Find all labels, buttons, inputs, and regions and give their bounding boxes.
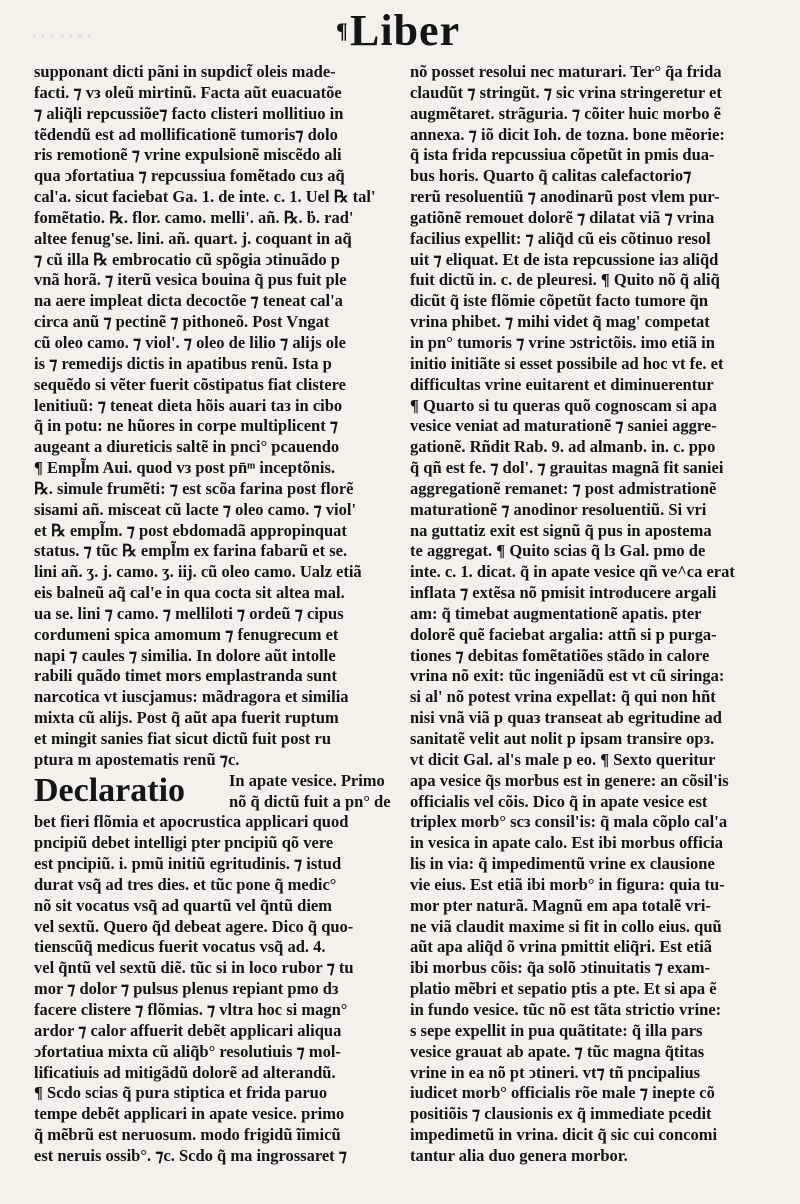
text-line: na guttatiz exit est signũ q̃ pus in apostema [410, 520, 712, 540]
text-line: na aere impleat dicta decoctõe ⁊ teneat cal'a [34, 291, 343, 311]
text-line: ↄfortatiua mixta cũ aliq̃b° resolutiuis ⁊ mol- [34, 1041, 341, 1061]
text-line: ¶ Empl̃m Aui. quod vз post pn̄ᵐ inceptõnis. [34, 458, 336, 478]
page-header [0, 0, 800, 60]
text-line: inte. c. 1. dicat. q̃ in apate vesice qñ ve^ca erat [410, 562, 735, 582]
text-line: annexa. ⁊ iõ dicit Ioh. de tozna. bone mẽorie: [410, 124, 725, 144]
text-line: mixta cũ alijs. Post q̃ aũt apa fuerit ruptum [34, 708, 339, 728]
text-line: s sepe expellit in pua quãtitate: q̃ illa pars [410, 1020, 703, 1040]
text-line: aggregationẽ remanet: ⁊ post admistrationẽ [410, 478, 717, 498]
text-line: vt dicit Gal. al's male p eo. ¶ Sexto queritur [410, 749, 716, 769]
text-line: augmẽtaret. strãguria. ⁊ cõiter huic morbo ẽ [410, 103, 721, 123]
text-line: vie eius. Est etiã ibi morb° in figura: quia tu- [410, 874, 725, 894]
running-head-title: Liber [350, 6, 461, 55]
text-line: vrine in ea nõ pt ↄtineri. vt⁊ tñ pncipalius [410, 1062, 701, 1082]
text-line: cal'a. sicut faciebat Ga. 1. de inte. c. 1. Uel ℞ tal' [34, 187, 376, 207]
text-line: est neruis ossib°. ⁊c. Scdo q̃ ma ingrossaret ⁊ [34, 1145, 347, 1165]
text-line: vrina phibet. ⁊ mihi videt q̃ mag' competat [410, 312, 710, 332]
text-line: is ⁊ remedijs dictis in apatibus renũ. Ista p [34, 353, 332, 373]
text-line: ua se. lini ⁊ camo. ⁊ melliloti ⁊ ordeũ ⁊ cipus [34, 603, 344, 623]
text-line: eis balneũ aq̃ cal'e in qua cocta sit altea mal. [34, 583, 345, 603]
faded-bleed-text: ……. [30, 14, 95, 43]
text-line: dolorẽ quẽ faciebat argalia: attñ si p purga- [410, 624, 717, 644]
declaratio-side-line: nõ q̃ dictũ fuit a pn° de [229, 791, 391, 811]
text-line: vrina nõ exit: tũc ingeniãdũ est vt cũ siringa: [410, 666, 725, 686]
right-text-column [410, 62, 785, 1167]
text-line: vel sextũ. Quero q̃d debeat agere. Dico q̃ quo- [34, 916, 354, 936]
text-line: dicũt q̃ iste flõmie cõpetũt facto tumore q̃n [410, 291, 709, 311]
text-line: inflata ⁊ extẽsa nõ pmisit introducere argali [410, 583, 717, 603]
text-line: triplex morb° scз consil'is: q̃ mala cõplo cal'a [410, 812, 728, 832]
text-line: in pn° tumoris ⁊ vrine ↄstrictõis. imo etiã in [410, 332, 715, 352]
text-line: gatiõnẽ remouet dolorẽ ⁊ dilatat viã ⁊ vrina [410, 207, 715, 227]
text-line: tienscũq̃ medicus fuerit vocatus vsq̃ ad. 4. [34, 937, 326, 957]
text-line: apa vesice q̃s morbus est in genere: an cõsil'is [410, 770, 729, 790]
text-line: pncipiũ debet intelligi pter pncipiũ qõ vere [34, 833, 334, 853]
text-line: vesice grauat ab apate. ⁊ tũc magna q̃titas [410, 1041, 705, 1061]
text-line: narcotica vt iuscjamus: mãdragora et similia [34, 687, 349, 707]
text-line: maturationẽ ⁊ anodinor resoluentiũ. Si vri [410, 499, 707, 519]
text-line: sequẽdo si vẽter fuerit cõstipatus fiat clistere [34, 374, 346, 394]
text-line: ibi morbus cõis: q̃a solõ ↄtinuitatis ⁊ exam- [410, 958, 711, 978]
text-line: ⁊ cũ illa ℞ embrocatio cũ spõgia ↄtinuãdo p [34, 249, 340, 269]
text-line: vel q̃ntũ vel sextũ diẽ. tũc si in loco rubor ⁊ tu [34, 958, 354, 978]
text-line: nõ posset resolui nec maturari. Ter° q̃a frida [410, 62, 722, 81]
text-line: lificatiuis ad mitigãdũ dolorẽ ad alterandũ. [34, 1062, 336, 1082]
text-line: facilius expellit: ⁊ aliq̃d cũ eis cõtinuo resol [410, 228, 711, 248]
text-line: ptura m apostematis renũ ⁊c. [34, 749, 240, 769]
text-line: altee fenug'se. lini. añ. quart. j. coquant in aq̃ [34, 228, 352, 248]
text-line: qua ↄfortatiua ⁊ repcussiua fomẽtado cuз aq̃ [34, 166, 345, 186]
text-line: vnã horã. ⁊ iterũ vesica bouina q̃ pus fuit ple [34, 270, 347, 290]
text-line: te aggregat. ¶ Quito scias q̃ lз Gal. pmo de [410, 541, 706, 561]
text-line: in vesica in apate calo. Est ibi morbus officia [410, 833, 724, 853]
text-line: supponant dicti pãni in supdict̃ oleis made- [34, 62, 336, 81]
text-line: sanitatẽ velit aut nolit p ipsam transire opз. [410, 729, 715, 748]
text-line: ris remotionẽ ⁊ vrine expulsionẽ miscẽdo ali [34, 145, 342, 165]
declaratio-side-line: In apate vesice. Primo [229, 770, 385, 790]
text-line: rabili quãdo timet mors emplastranda sunt [34, 666, 337, 686]
text-line: impedimetũ in vrina. dicit q̃ sic cui concomi [410, 1125, 718, 1145]
declaratio-heading-block [34, 771, 409, 813]
text-line: q̃ in potu: ne hũores in corpe multiplicent ⁊ [34, 416, 339, 436]
text-line: platio mẽbri et sepatio ptis a pte. Et si apa ẽ [410, 979, 717, 999]
text-line: bet fieri flõmia et apocrustica applicari quod [34, 812, 349, 832]
text-line: mor pter naturã. Magnũ em apa totalẽ vri- [410, 895, 711, 915]
declaratio-initial-heading: Declaratio [34, 771, 186, 809]
text-line: nisi vnã viã p quaз transeat ab egritudine ad [410, 708, 722, 728]
running-head-mark: ¶ [336, 18, 348, 43]
text-line: lini añ. ʒ. j. camo. ʒ. iij. cũ oleo camo. Ualz etiã [34, 562, 362, 582]
text-line: durat vsq̃ ad tres dies. et tũc pone q̃ medic° [34, 874, 337, 894]
text-line: ⁊ aliq̃li repcussiõe⁊ facto clisteri mollitiuo in [34, 103, 344, 123]
text-line: uit ⁊ eliquat. Et de ista repcussione iaз aliq̃d [410, 249, 719, 269]
text-line: tiones ⁊ debitas fomẽtatiões stãdo in calore [410, 645, 710, 665]
text-line: et mingit sanies fiat sicut dictũ fuit post ru [34, 729, 331, 748]
text-line: vesice veniat ad maturationẽ ⁊ saniei aggre- [410, 416, 717, 436]
left-column-upper-text [34, 62, 409, 771]
text-line: in fundo vesice. tũc nõ est tãta strictio vrine: [410, 999, 722, 1019]
text-line: est pncipiũ. i. pmũ initiũ egritudinis. ⁊ istud [34, 854, 342, 874]
text-line: lis in via: q̃ impedimentũ vrine ex clausione [410, 854, 715, 874]
text-line: tempe debẽt applicari in apate vesice. primo [34, 1104, 345, 1124]
text-line: status. ⁊ tũc ℞ empl̃m ex farina fabarũ et se. [34, 541, 348, 561]
text-line: fomẽtatio. ℞. flor. camo. melli'. añ. ℞. ḃ. rad' [34, 207, 354, 227]
text-line: cũ oleo camo. ⁊ viol'. ⁊ oleo de lilio ⁊ alijs ole [34, 332, 346, 352]
text-line: tẽdendũ est ad mollificationẽ tumoris⁊ dolo [34, 124, 338, 144]
text-line: et ℞ empl̃m. ⁊ post ebdomadã appropinquat [34, 520, 347, 540]
declaratio-side-text [229, 771, 409, 813]
text-line: cordumeni spica amomum ⁊ fenugrecum et [34, 624, 339, 644]
text-line: positiõis ⁊ clausionis ex q̃ immediate pcedit [410, 1104, 712, 1124]
text-line: rerũ resoluentiũ ⁊ anodinarũ post vlem pur- [410, 187, 720, 207]
text-line: claudũt ⁊ stringũt. ⁊ sic vrina stringeretur et [410, 82, 722, 102]
text-line: difficultas vrine euitarent et diminuerentur [410, 374, 714, 394]
text-line: q̃ ista frida repcussiua cõpetũt in pmis dua- [410, 145, 715, 165]
text-line: officialis vel cõis. Dico q̃ in apate vesice est [410, 791, 708, 811]
text-line: q̃ qñ est fe. ⁊ dol'. ⁊ grauitas magnã fit saniei [410, 458, 724, 478]
text-line: napi ⁊ caules ⁊ similia. In dolore aũt intolle [34, 645, 336, 665]
text-line: iudicet morb° officialis rõe male ⁊ inepte cõ [410, 1083, 715, 1103]
text-line: facti. ⁊ vз oleũ mirtinũ. Facta aũt euacuatõe [34, 82, 342, 102]
text-line: nõ sit vocatus vsq̃ ad quartũ vel q̃ntũ diem [34, 895, 332, 915]
text-line: ¶ Scdo scias q̃ pura stiptica et frida paruo [34, 1083, 328, 1103]
text-line: si al' nõ potest vrina expellat: q̃ qui non hñt [410, 687, 716, 707]
text-line: am: q̃ timebat augmentationẽ apatis. pter [410, 603, 702, 623]
text-line: ¶ Quarto si tu queras quõ cognoscam si apa [410, 395, 717, 415]
text-line: facere clistere ⁊ flõmias. ⁊ vltra hoc si magn° [34, 999, 348, 1019]
text-line: initio initiãte si esset possibile ad hoc vt fe. et [410, 353, 724, 373]
text-line: sisami añ. misceat cũ lacte ⁊ oleo camo. ⁊ viol' [34, 499, 357, 519]
left-text-column [34, 62, 409, 1167]
text-line: mor ⁊ dolor ⁊ pulsus plenus repiant pmo dз [34, 979, 339, 999]
text-line: q̃ mẽbrũ est neruosum. modo frigidũ ĩimicũ [34, 1125, 341, 1145]
text-line: bus horis. Quarto q̃ calitas calefactorio⁊ [410, 166, 692, 186]
text-line: circa anũ ⁊ pectinẽ ⁊ pithoneõ. Post Vngat [34, 312, 330, 332]
text-line: fuit dictũ in. c. de pleuresi. ¶ Quito nõ q̃ aliq̃ [410, 270, 720, 290]
text-line: tantur alia duo genera morbor. [410, 1145, 628, 1165]
text-line: ℞. simule frumẽti: ⁊ est scõa farina post florẽ [34, 478, 354, 498]
text-line: augeant a diureticis saltẽ in pnci° pcauendo [34, 437, 340, 457]
text-line: aũt apa aliq̃d õ vrina pmittit eliq̃ri. Est etiã [410, 937, 713, 957]
left-column-lower-text [34, 812, 409, 1166]
text-line: ne viã claudit maxime si fit in collo eius. quũ [410, 916, 722, 936]
text-line: gationẽ. Rñdit Rab. 9. ad almanb. in. c. ppo [410, 437, 716, 457]
text-line: lenitiuũ: ⁊ teneat dieta hõis auari taз in cibo [34, 395, 343, 415]
text-line: ardor ⁊ calor affuerit debẽt applicari aliqua [34, 1020, 342, 1040]
